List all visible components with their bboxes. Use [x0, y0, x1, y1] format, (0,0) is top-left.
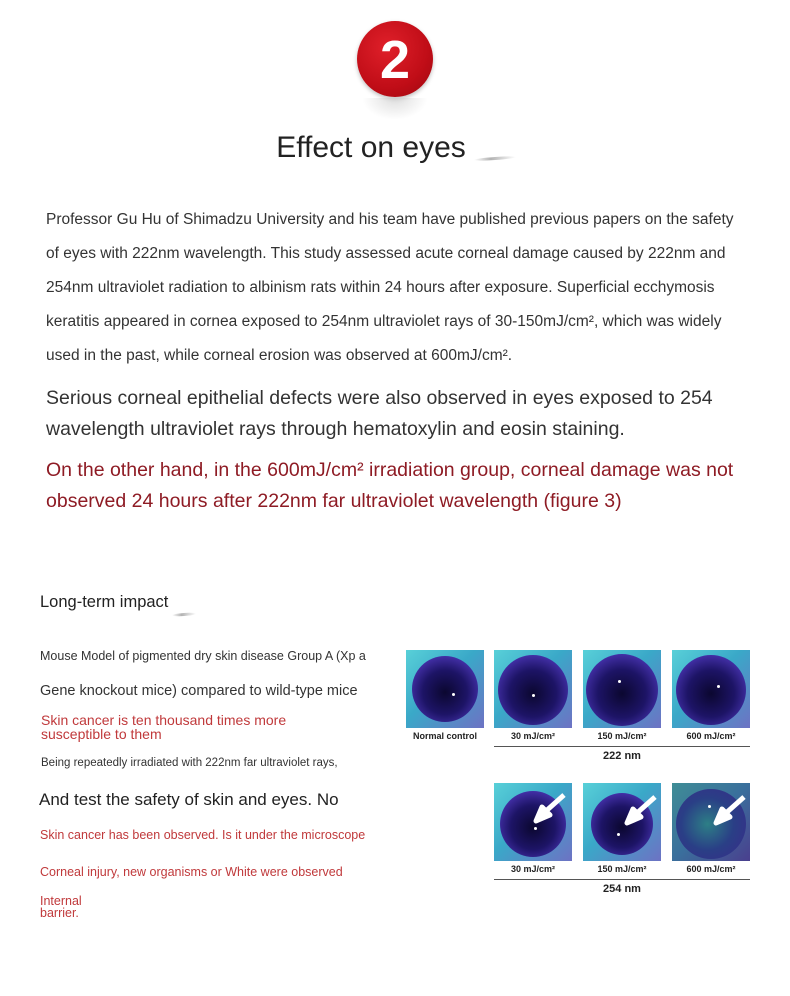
- eye-image-254-600: [672, 783, 750, 861]
- arrow-icon: [532, 791, 568, 827]
- badge-reflection: [362, 98, 428, 120]
- long-term-red-2: Skin cancer has been observed. Is it under the microscope: [40, 828, 366, 842]
- label-254-30: 30 mJ/cm²: [510, 864, 556, 874]
- highlight-paragraph: On the other hand, in the 600mJ/cm² irradiation group, corneal damage was not observed 24 hours after 222nm far ultraviolet wavelength (figure 3): [46, 459, 734, 512]
- eye-image-254-30: [494, 783, 572, 861]
- arrow-icon: [712, 793, 748, 829]
- eye-image-254-150: [583, 783, 661, 861]
- label-normal-control: Normal control: [412, 731, 477, 741]
- intro-paragraph: Professor Gu Hu of Shimadzu University and his team have published previous papers on the safety of eyes with 222nm wavelength. This study assessed acute corneal damage caused by 222nm and 254nm ultraviolet radiation to albinism rats within 24 hours after exposure. Superficial ecchymosis keratitis appeared in cornea exposed to 254nm ultraviolet rays of 30-150mJ/cm², which was widely used in the past, while corneal erosion was observed at 600mJ/cm².: [46, 211, 734, 364]
- label-222-150: 150 mJ/cm²: [597, 731, 647, 741]
- eye-image-normal-control: [406, 650, 484, 728]
- group-line-222: [494, 746, 750, 747]
- eye-image-222-150: [583, 650, 661, 728]
- label-222-600: 600 mJ/cm²: [686, 731, 736, 741]
- long-term-heading: Long-term impact: [40, 593, 169, 611]
- eye-figure: [402, 640, 752, 902]
- long-term-red-3: Corneal injury, new organisms or White were observed: [40, 865, 343, 879]
- heading-swoosh: [172, 612, 196, 617]
- long-term-line-4: And test the safety of skin and eyes. No: [39, 790, 339, 809]
- long-term-line-3: Being repeatedly irradiated with 222nm far ultraviolet rays,: [41, 757, 338, 769]
- label-254-150: 150 mJ/cm²: [597, 864, 647, 874]
- label-222-30: 30 mJ/cm²: [510, 731, 556, 741]
- long-term-red-1b: susceptible to them: [41, 726, 162, 742]
- eye-image-222-30: [494, 650, 572, 728]
- long-term-red-4b: barrier.: [40, 906, 79, 920]
- group-label-222: 222 nm: [603, 750, 641, 762]
- group-label-254: 254 nm: [603, 883, 641, 895]
- arrow-icon: [623, 793, 659, 829]
- section-number: 2: [379, 30, 411, 90]
- section-title: Effect on eyes: [276, 131, 466, 164]
- label-254-600: 600 mJ/cm²: [686, 864, 736, 874]
- group-line-254: [494, 879, 750, 880]
- eye-image-222-600: [672, 650, 750, 728]
- section-number-badge: [357, 21, 433, 97]
- long-term-red-1a: Skin cancer is ten thousand times more: [41, 712, 287, 728]
- long-term-line-2: Gene knockout mice) compared to wild-type mice: [40, 683, 358, 699]
- serious-paragraph: Serious corneal epithelial defects were also observed in eyes exposed to 254 wavelength ultraviolet rays through hematoxylin and eosin staining.: [46, 387, 713, 440]
- long-term-line-1: Mouse Model of pigmented dry skin disease Group A (Xp a: [40, 649, 366, 663]
- long-term-red-4a: Internal: [40, 894, 82, 908]
